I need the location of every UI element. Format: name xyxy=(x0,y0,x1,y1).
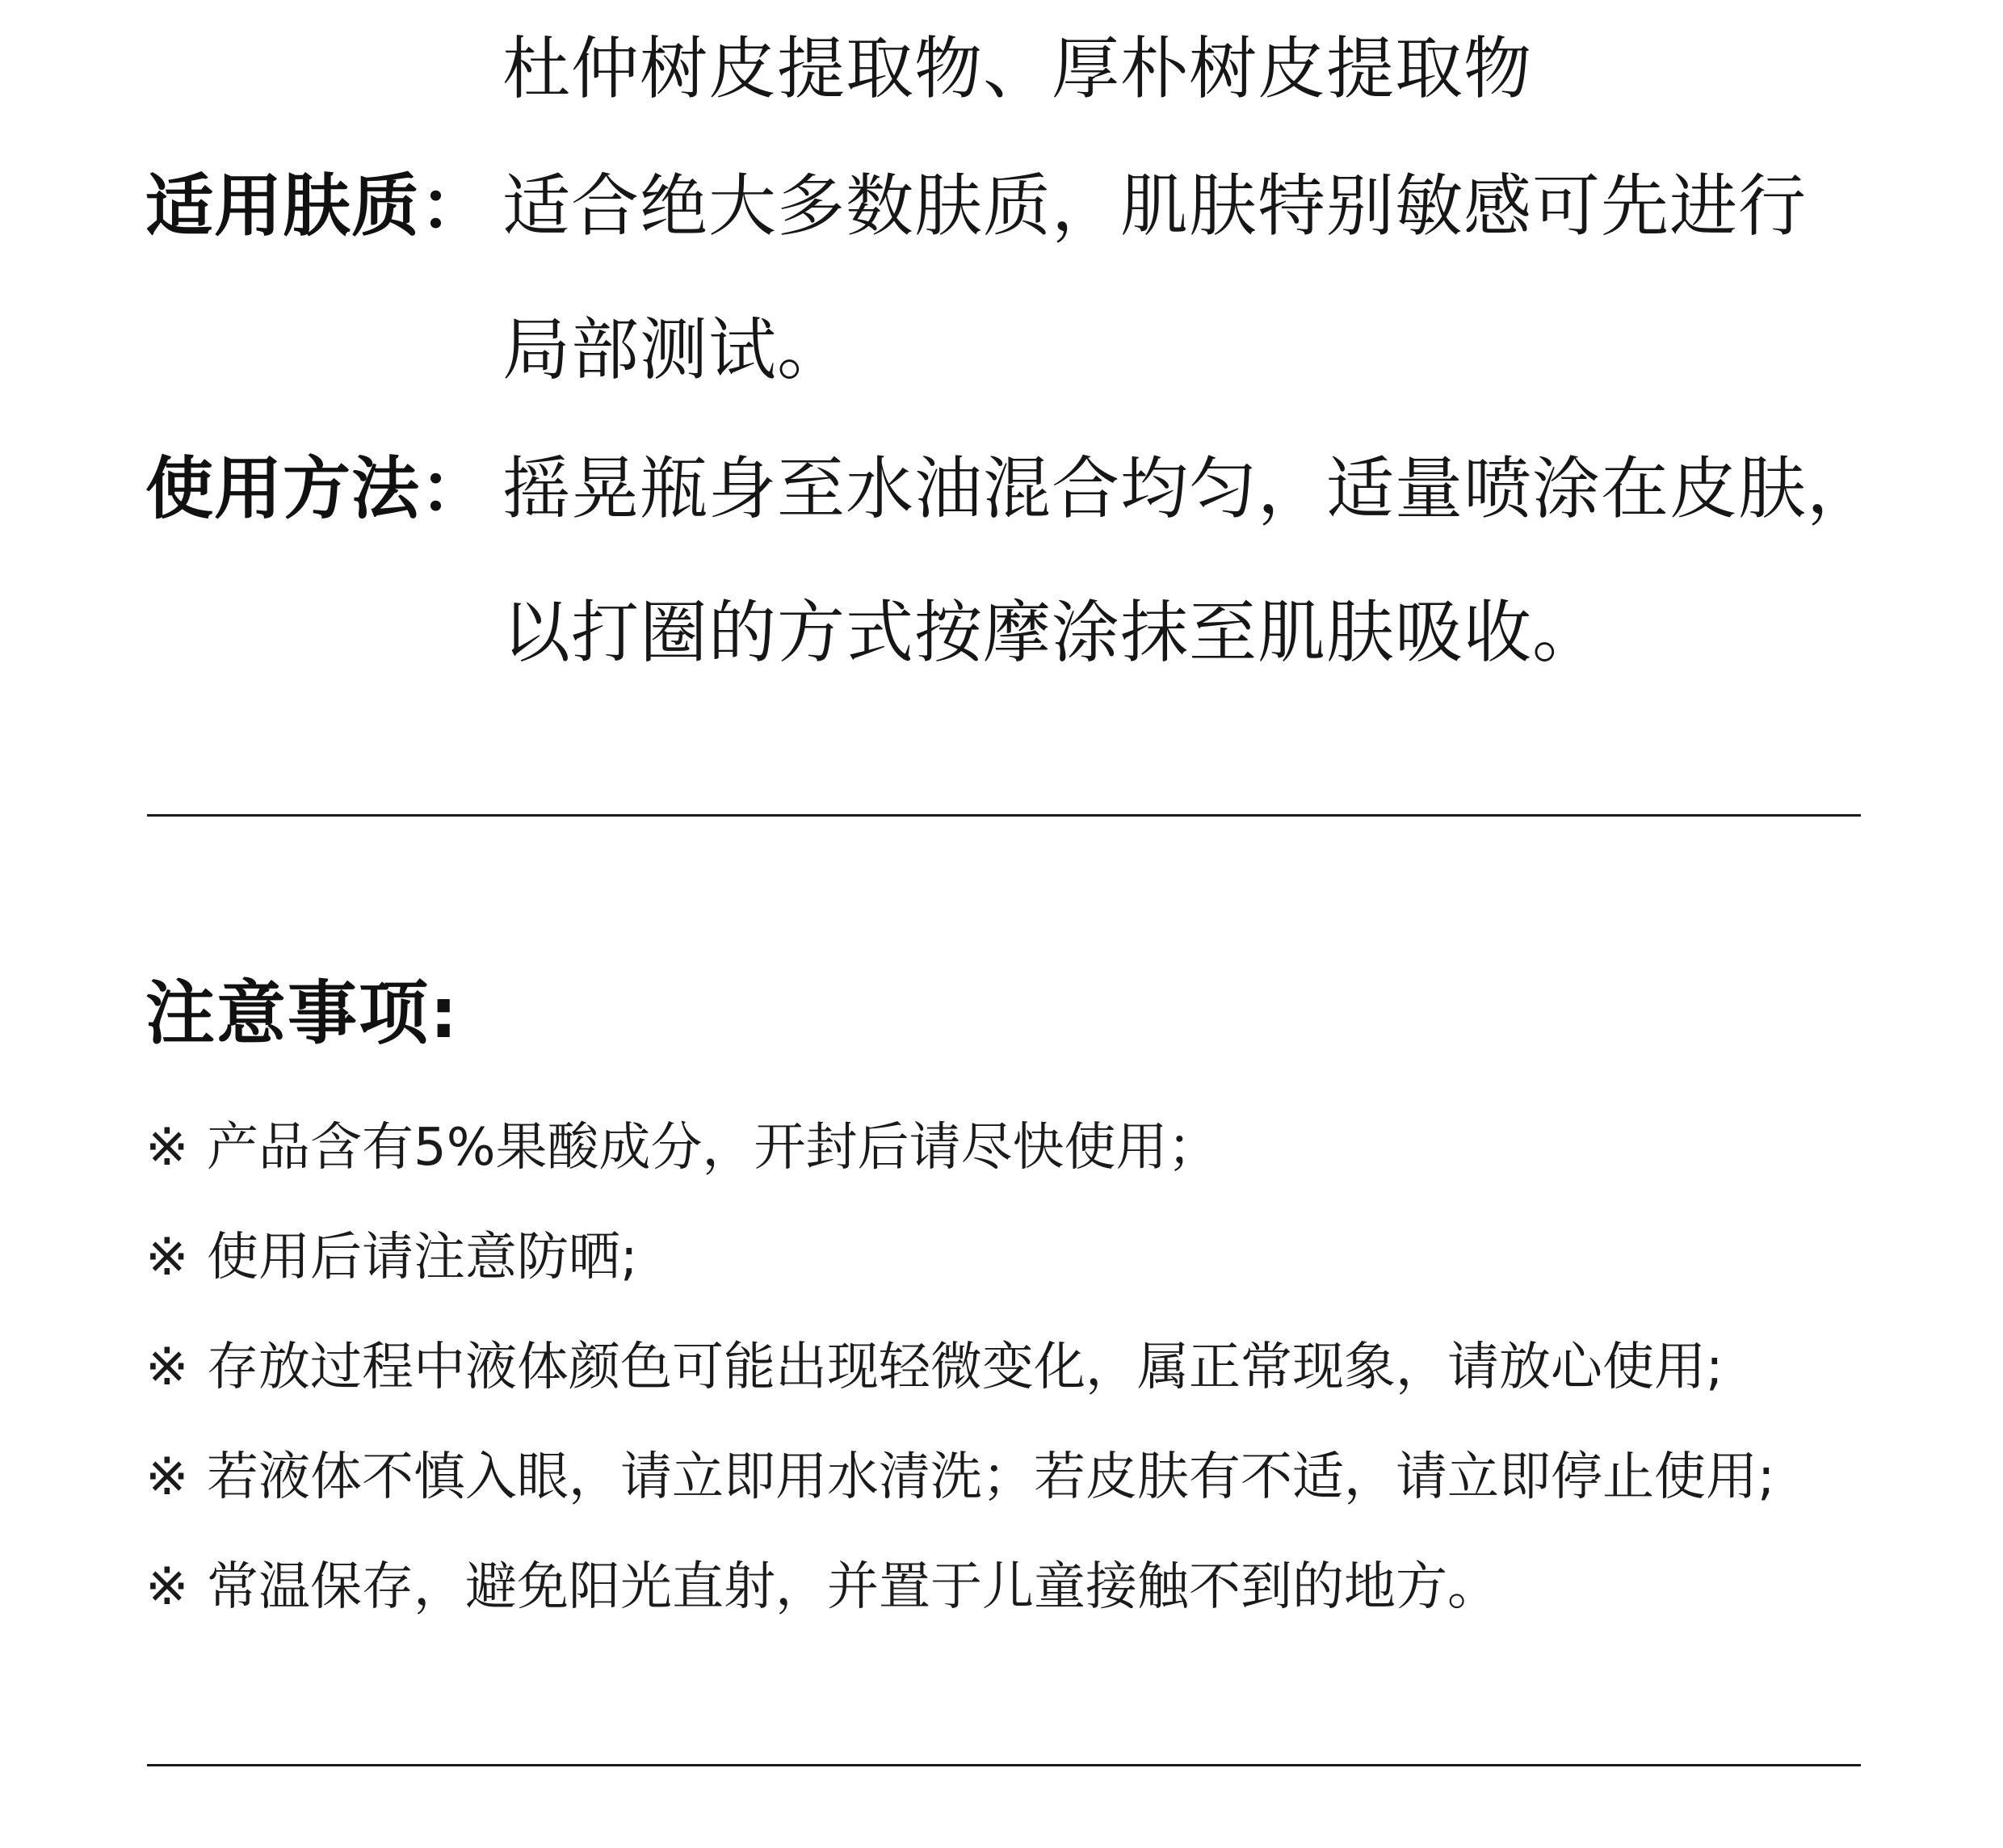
note-item-text: 若液体不慎入眼，请立即用水清洗；若皮肤有不适，请立即停止使用; xyxy=(207,1447,1775,1507)
note-item xyxy=(145,1441,1775,1514)
usage-text-line-2: 以打圈的方式按摩涂抹至肌肤吸收。 xyxy=(502,593,1602,672)
skin-type-text-line-1: 适合绝大多数肤质，肌肤特别敏感可先进行 xyxy=(502,166,1808,246)
note-item-text: 使用后请注意防晒; xyxy=(207,1228,638,1287)
reference-mark-icon: ※ xyxy=(145,1447,189,1507)
ingredients-continuation-text: 杜仲树皮提取物、厚朴树皮提取物 xyxy=(502,29,1533,108)
note-item xyxy=(145,1221,638,1294)
reference-mark-icon: ※ xyxy=(145,1228,189,1287)
reference-mark-icon: ※ xyxy=(145,1118,189,1178)
note-item-text: 产品含有5%果酸成分，开封后请尽快使用； xyxy=(207,1118,1220,1178)
note-item-text: 常温保存，避免阳光直射，并置于儿童接触不到的地方。 xyxy=(207,1557,1499,1617)
usage-text-line-1: 摇晃瓶身至水油混合均匀，适量喷涂在皮肤， xyxy=(502,449,1876,528)
section-divider-bottom xyxy=(147,1764,1861,1766)
notes-title: 注意事项: xyxy=(145,973,460,1054)
reference-mark-icon: ※ xyxy=(145,1338,189,1397)
usage-label: 使用方法： xyxy=(145,449,489,528)
note-item xyxy=(145,1111,1220,1184)
note-item xyxy=(145,1331,1724,1404)
reference-mark-icon: ※ xyxy=(145,1557,189,1617)
note-item-text: 存放过程中液体颜色可能出现轻微变化，属正常现象，请放心使用; xyxy=(207,1338,1724,1397)
skin-type-label: 适用肤质： xyxy=(145,166,489,246)
skin-type-text-line-2: 局部测试。 xyxy=(502,310,846,389)
section-divider-top xyxy=(147,814,1861,817)
note-item xyxy=(145,1551,1499,1623)
